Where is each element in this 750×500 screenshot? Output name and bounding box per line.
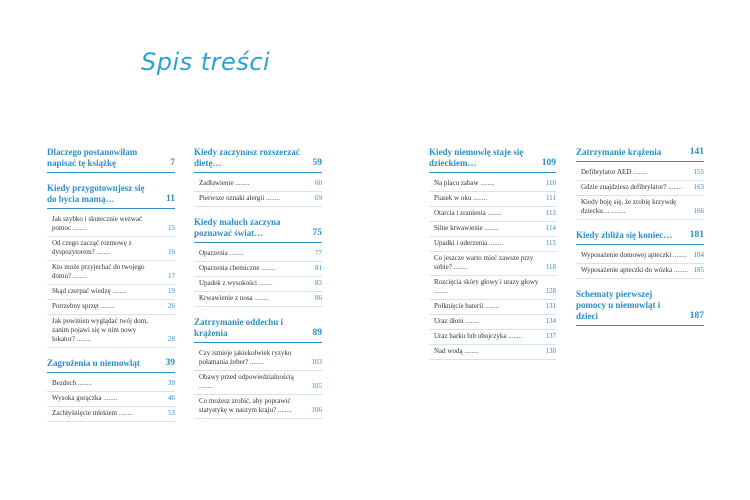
leader-dots: ........ xyxy=(471,194,488,202)
toc-entry xyxy=(194,247,322,262)
section-page-number: 89 xyxy=(312,328,322,338)
toc-section xyxy=(194,317,322,419)
entry-label: Wyposażenie apteczki do wózka xyxy=(581,266,673,274)
entry-page-number: 19 xyxy=(168,287,175,295)
toc-entry xyxy=(429,207,556,222)
entry-page-number: 185 xyxy=(693,266,704,274)
entry-page-number: 114 xyxy=(545,224,556,232)
section-heading xyxy=(576,230,704,245)
toc-entry xyxy=(576,196,704,220)
section-heading xyxy=(576,147,704,162)
leader-dots: ........ xyxy=(666,183,683,191)
toc-entry xyxy=(576,181,704,196)
toc-section xyxy=(194,217,322,307)
entry-page-number: 16 xyxy=(168,248,175,256)
toc-section xyxy=(429,147,556,360)
entry-label: Pierwsze oznaki alergii xyxy=(199,194,265,202)
toc-entry xyxy=(429,192,556,207)
entry-label: Upadki i uderzenia xyxy=(434,239,488,247)
leader-dots: ........ xyxy=(110,287,127,295)
entry-label: Skąd czerpać wiedzę xyxy=(52,287,111,295)
section-page-number: 39 xyxy=(165,358,175,368)
toc-section xyxy=(47,147,175,173)
toc-column-3 xyxy=(429,147,556,370)
entry-label: Bezdech xyxy=(52,379,77,387)
entry-label: Potrzebny sprzęt xyxy=(52,302,99,310)
entry-page-number: 105 xyxy=(311,382,322,390)
toc-section xyxy=(576,289,704,326)
leader-dots: ........ xyxy=(482,224,499,232)
leader-dots: ........ xyxy=(276,406,292,414)
section-heading xyxy=(194,217,322,243)
leader-dots: ........ xyxy=(483,302,499,310)
entry-label: Piasek w oku xyxy=(434,194,472,202)
entry-page-number: 83 xyxy=(315,279,322,287)
entry-page-number: 77 xyxy=(315,249,322,257)
toc-entry xyxy=(194,395,322,419)
entry-page-number: 128 xyxy=(545,287,556,295)
entry-label: Oparzenia chemiczne xyxy=(199,264,260,272)
section-page-number: 109 xyxy=(541,158,556,168)
entry-page-number: 118 xyxy=(545,263,556,271)
entry-page-number: 110 xyxy=(545,179,556,187)
leader-dots: ........ xyxy=(256,279,273,287)
leader-dots: ........ xyxy=(74,335,91,343)
entry-page-number: 166 xyxy=(693,207,704,215)
leader-dots: ........ xyxy=(451,263,468,271)
entry-label: Zadławienie xyxy=(199,179,234,187)
entry-label: Jak powinien wyglądać twój dom, zanim pojawi się w nim nowy lokator? xyxy=(52,317,148,343)
toc-entry xyxy=(429,345,556,360)
leader-dots: ........ xyxy=(101,394,118,402)
leader-dots: ........ xyxy=(671,251,687,259)
toc-entry xyxy=(429,177,556,192)
section-page-number: 181 xyxy=(689,230,704,240)
leader-dots: ........ xyxy=(672,266,688,274)
toc-entry xyxy=(576,264,704,279)
entry-label: Otarcia i zranienia xyxy=(434,209,486,217)
toc-entry xyxy=(429,330,556,345)
leader-dots: ........ xyxy=(434,287,448,295)
entry-label: Zachłyśnięcie mlekiem xyxy=(52,409,118,417)
toc-entry xyxy=(194,347,322,371)
entry-page-number: 137 xyxy=(545,332,556,340)
leader-dots: ........ xyxy=(485,209,502,217)
entry-label: Rozcięcia skóry głowy i urazy głowy xyxy=(434,278,539,286)
entry-page-number: 103 xyxy=(311,358,322,366)
entry-page-number: 138 xyxy=(545,347,556,355)
leader-dots: ........ xyxy=(199,382,213,390)
entry-page-number: 86 xyxy=(315,294,322,302)
entry-page-number: 184 xyxy=(693,251,704,259)
toc-section xyxy=(576,147,704,220)
leader-dots: ........ xyxy=(259,264,276,272)
section-page-number: 141 xyxy=(689,147,704,157)
leader-dots: ........ xyxy=(71,224,87,232)
section-page-number: 7 xyxy=(170,158,175,168)
toc-entry xyxy=(194,177,322,192)
toc-section xyxy=(576,230,704,279)
leader-dots: ........ xyxy=(264,194,280,202)
entry-label: Uraz dłoni xyxy=(434,317,464,325)
leader-dots: ........ xyxy=(478,179,495,187)
leader-dots: ........ xyxy=(462,347,479,355)
toc-entry xyxy=(576,166,704,181)
leader-dots: ........ xyxy=(609,207,626,215)
entry-page-number: 134 xyxy=(545,317,556,325)
leader-dots: ........ xyxy=(117,409,133,417)
leader-dots: ........ xyxy=(227,249,244,257)
entry-page-number: 111 xyxy=(546,194,556,202)
toc-entry xyxy=(47,377,175,392)
leader-dots: ........ xyxy=(94,248,111,256)
toc-entry xyxy=(47,285,175,300)
entry-label: Silne krwawienie xyxy=(434,224,483,232)
leader-dots: ........ xyxy=(233,179,250,187)
section-heading xyxy=(47,358,175,373)
entry-label: Uraz barku lub obojczyka xyxy=(434,332,507,340)
toc-entry xyxy=(47,315,175,348)
entry-page-number: 131 xyxy=(545,302,556,310)
section-title: Kiedy przygotowujesz się do bycia mamą… xyxy=(47,183,145,204)
toc-entry xyxy=(194,262,322,277)
entry-label: Połknięcie baterii xyxy=(434,302,484,310)
section-title: Kiedy niemowlę staje się dzieckiem… xyxy=(429,147,524,168)
leader-dots: ........ xyxy=(98,302,115,310)
entry-label: Kiedy boję się, że zrobię krzywdę dziecku… xyxy=(581,198,677,215)
entry-page-number: 46 xyxy=(168,394,175,402)
toc-section xyxy=(194,147,322,207)
section-heading xyxy=(429,147,556,173)
leader-dots: ........ xyxy=(248,358,264,366)
entry-label: Wysoka gorączka xyxy=(52,394,102,402)
toc-entry xyxy=(47,261,175,285)
toc-column-4 xyxy=(576,147,704,336)
entry-page-number: 113 xyxy=(545,209,556,217)
toc-section xyxy=(47,358,175,422)
toc-entry xyxy=(194,292,322,307)
entry-page-number: 15 xyxy=(168,224,175,232)
section-title: Zatrzymanie oddechu i krążenia xyxy=(194,317,283,338)
entry-label: Gdzie znajdziesz defibrylator? xyxy=(581,183,667,191)
toc-entry xyxy=(47,213,175,237)
section-title: Zagrożenia u niemowląt xyxy=(47,358,140,368)
section-heading xyxy=(47,183,175,209)
entry-label: Kto może przyjechać do twojego domu? xyxy=(52,263,145,280)
entry-page-number: 69 xyxy=(315,194,322,202)
toc-entry xyxy=(429,252,556,276)
leader-dots: ........ xyxy=(631,168,648,176)
entry-page-number: 60 xyxy=(315,179,322,187)
entry-label: Krwawienie z nosa xyxy=(199,294,253,302)
section-title: Zatrzymanie krążenia xyxy=(576,147,662,157)
toc-entry xyxy=(429,237,556,252)
leader-dots: ........ xyxy=(506,332,523,340)
toc-entry xyxy=(429,300,556,315)
page-title: Spis treści xyxy=(141,48,271,76)
toc-entry xyxy=(47,407,175,422)
toc-entry xyxy=(576,249,704,264)
entry-label: Jak szybko i skutecznie wezwać pomoc xyxy=(52,215,143,232)
entry-label: Defibrylator AED xyxy=(581,168,632,176)
entry-page-number: 53 xyxy=(168,409,175,417)
leader-dots: ........ xyxy=(252,294,269,302)
entry-page-number: 155 xyxy=(693,168,704,176)
entry-label: Od czego zacząć rozmowę z dyspozytorem? xyxy=(52,239,132,256)
section-title: Kiedy maluch zaczyna poznawać świat… xyxy=(194,217,281,238)
section-title: Schematy pierwszej pomocy u niemowląt i dzieci xyxy=(576,289,661,321)
section-page-number: 11 xyxy=(166,194,175,204)
entry-label: Wyposażenie domowej apteczki xyxy=(581,251,672,259)
entry-label: Oparzenia xyxy=(199,249,228,257)
toc-entry xyxy=(47,237,175,261)
entry-page-number: 28 xyxy=(168,335,175,343)
entry-label: Co możesz zrobić, aby poprawić statystykę w naszym kraju? xyxy=(199,397,291,414)
section-page-number: 187 xyxy=(689,311,704,321)
section-heading xyxy=(47,147,175,173)
entry-label: Na placu zabaw xyxy=(434,179,479,187)
leader-dots: ........ xyxy=(463,317,480,325)
entry-page-number: 17 xyxy=(168,272,175,280)
toc-entry xyxy=(194,371,322,395)
section-heading xyxy=(194,317,322,343)
section-page-number: 75 xyxy=(312,228,322,238)
section-heading xyxy=(576,289,704,326)
toc-column-2 xyxy=(194,147,322,429)
toc-entry xyxy=(47,300,175,315)
toc-section xyxy=(47,183,175,348)
entry-page-number: 115 xyxy=(545,239,556,247)
section-title: Kiedy zaczynasz rozszerzać dietę… xyxy=(194,147,300,168)
toc-entry xyxy=(47,392,175,407)
entry-label: Upadek z wysokości xyxy=(199,279,257,287)
entry-page-number: 163 xyxy=(693,183,704,191)
toc-entry xyxy=(429,222,556,237)
toc-entry xyxy=(194,192,322,207)
toc-entry xyxy=(429,276,556,300)
entry-page-number: 106 xyxy=(311,406,322,414)
leader-dots: ........ xyxy=(487,239,504,247)
toc-entry xyxy=(194,277,322,292)
section-page-number: 59 xyxy=(312,158,322,168)
toc-entry xyxy=(429,315,556,330)
entry-label: Czy istnieje jakiekolwiek ryzyko połamania żeber? xyxy=(199,349,292,366)
leader-dots: ........ xyxy=(76,379,92,387)
toc-column-1 xyxy=(47,147,175,432)
entry-label: Obawy przed odpowiedzialnością xyxy=(199,373,294,381)
section-title: Dlaczego postanowiłam napisać tę książkę xyxy=(47,147,138,168)
section-title: Kiedy zbliża się koniec… xyxy=(576,230,673,240)
entry-page-number: 26 xyxy=(168,302,175,310)
leader-dots: ........ xyxy=(71,272,87,280)
entry-page-number: 39 xyxy=(168,379,175,387)
entry-label: Co jeszcze warto mieć zawsze przy sobie? xyxy=(434,254,534,271)
entry-page-number: 81 xyxy=(315,264,322,272)
section-heading xyxy=(194,147,322,173)
entry-label: Nad wodą xyxy=(434,347,463,355)
